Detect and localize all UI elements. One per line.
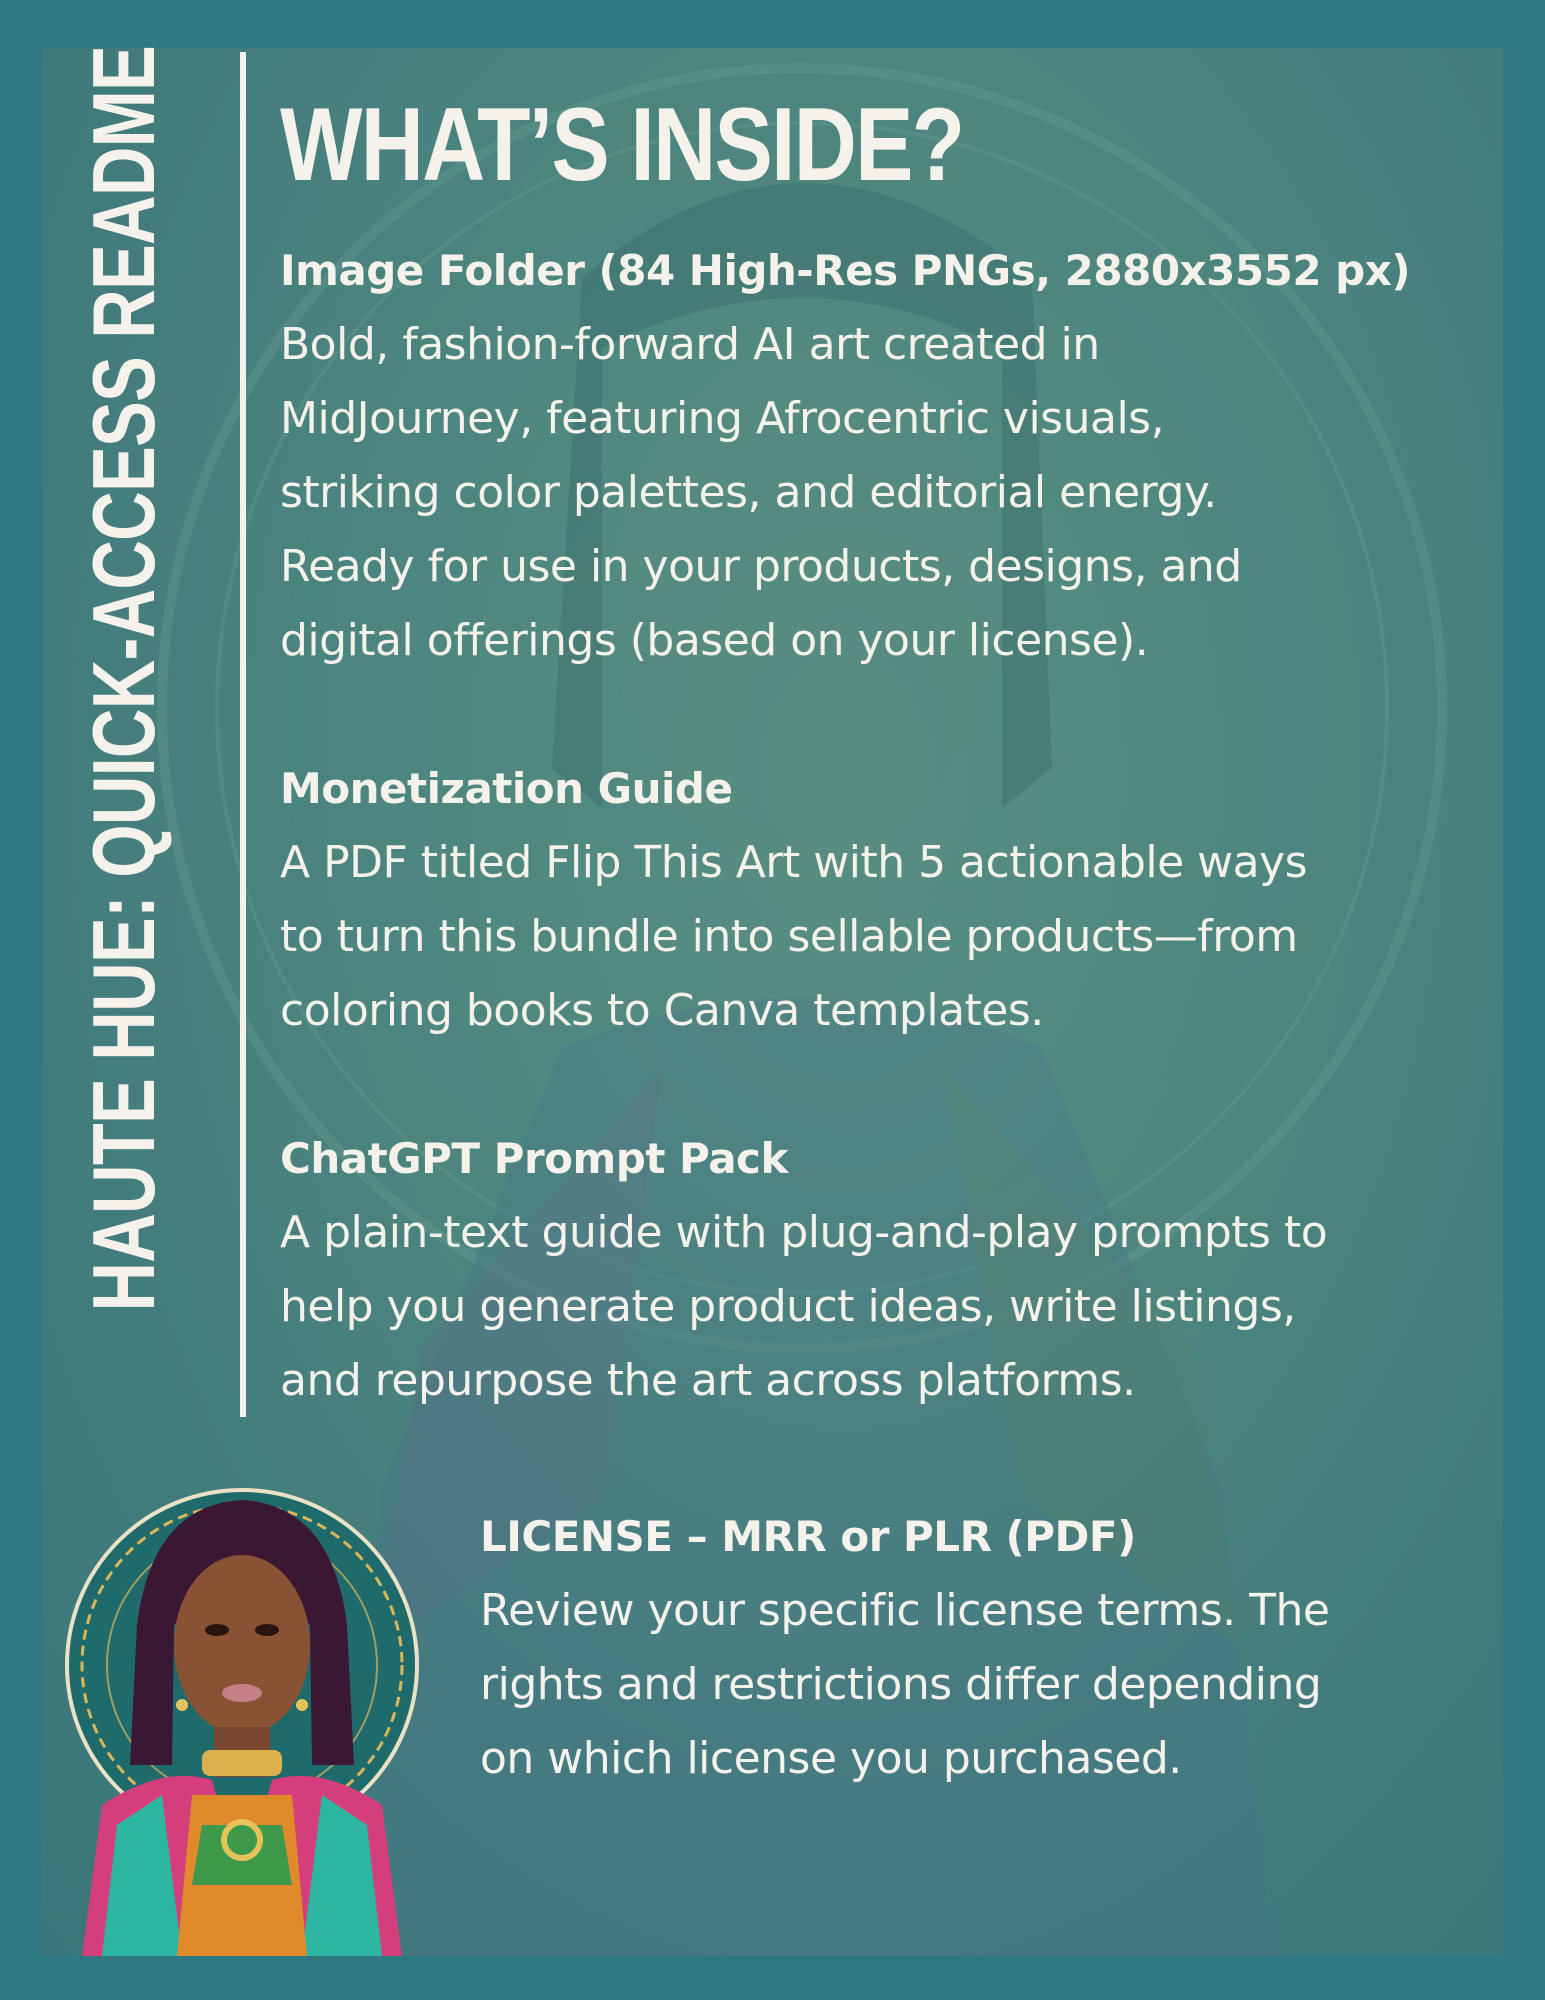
vertical-divider xyxy=(240,52,246,1417)
body-line: Ready for use in your products, designs, and xyxy=(280,541,1242,592)
section-title: ChatGPT Prompt Pack xyxy=(280,1134,788,1183)
section-title: LICENSE – MRR or PLR (PDF) xyxy=(480,1512,1136,1561)
section-image-folder xyxy=(280,234,1440,678)
body-line: MidJourney, featuring Afrocentric visuals, xyxy=(280,393,1165,444)
page-heading: WHAT’S INSIDE? xyxy=(280,87,964,203)
body-line: help you generate product ideas, write listings, xyxy=(280,1281,1296,1332)
body-line: to turn this bundle into sellable products—from xyxy=(280,911,1298,962)
vertical-side-title: HAUTE HUE: QUICK-ACCESS README xyxy=(74,45,173,1312)
main-content xyxy=(280,87,1440,1492)
section-prompt-pack xyxy=(280,1122,1440,1418)
body-line: rights and restrictions differ depending xyxy=(480,1659,1322,1710)
body-line: digital offerings (based on your license). xyxy=(280,615,1149,666)
body-line: and repurpose the art across platforms. xyxy=(280,1355,1136,1406)
body-line: A PDF titled Flip This Art with 5 actionable ways xyxy=(280,837,1308,888)
portrait-illustration xyxy=(42,1465,442,1956)
body-line: coloring books to Canva templates. xyxy=(280,985,1044,1036)
section-license xyxy=(480,1500,1440,1796)
section-body xyxy=(480,1574,1440,1796)
section-title: Image Folder (84 High-Res PNGs, 2880x3552 px) xyxy=(280,246,1411,295)
body-line: Bold, fashion-forward AI art created in xyxy=(280,319,1100,370)
section-body xyxy=(280,1196,1440,1418)
section-monetization-guide xyxy=(280,752,1440,1048)
woman-portrait-icon xyxy=(42,1465,442,1956)
body-line: striking color palettes, and editorial energy. xyxy=(280,467,1217,518)
section-body xyxy=(280,826,1440,1048)
body-line: Review your specific license terms. The xyxy=(480,1585,1330,1636)
section-title: Monetization Guide xyxy=(280,764,733,813)
body-line: on which license you purchased. xyxy=(480,1733,1182,1784)
body-line: A plain-text guide with plug-and-play prompts to xyxy=(280,1207,1328,1258)
section-body xyxy=(280,308,1440,678)
